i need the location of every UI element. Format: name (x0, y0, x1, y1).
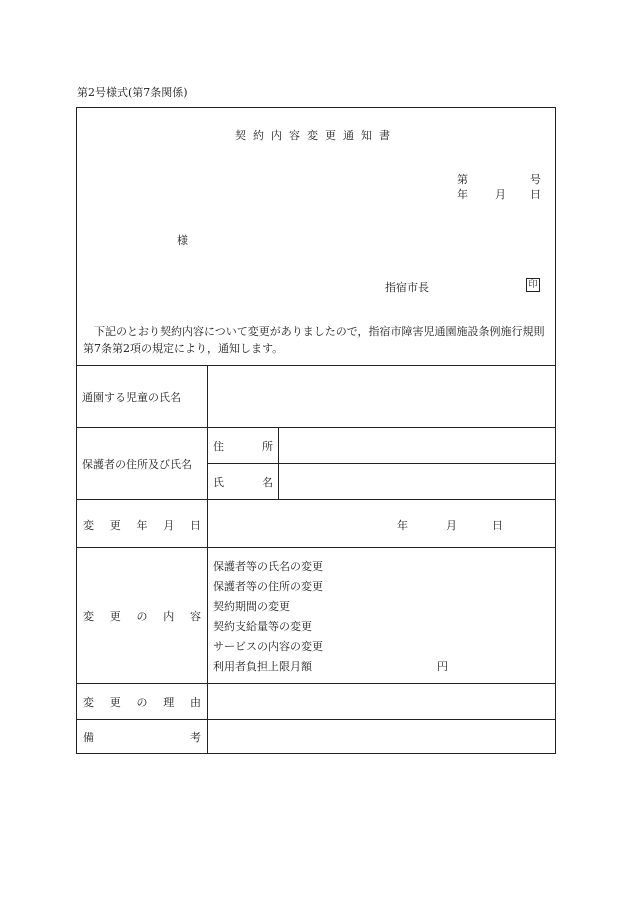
remarks-field[interactable] (208, 720, 555, 753)
form-number-label: 第2号様式(第7条関係) (77, 86, 188, 99)
change-item-service-content[interactable]: サービスの内容の変更 (213, 640, 323, 653)
change-date-year: 年 (397, 519, 408, 532)
change-date-month: 月 (446, 519, 457, 532)
seal-stamp: 印 (526, 278, 540, 292)
date-year-label: 年 (457, 188, 468, 201)
yen-unit: 円 (437, 660, 448, 673)
row-divider (77, 547, 555, 548)
document-number-prefix: 第 (457, 173, 468, 186)
change-reason-field[interactable] (208, 684, 555, 719)
date-day-label: 日 (530, 188, 541, 201)
guardian-label: 保護者の住所及び氏名 (82, 458, 192, 471)
change-reason-label: 変 更 の 理 由 (83, 696, 201, 709)
change-item-monthly-cap[interactable]: 利用者負担上限月額 (213, 660, 312, 673)
intro-paragraph: 下記のとおり契約内容について変更がありましたので，指宿市障害児通園施設条例施行規則第7条第2項の規定により，通知します。 (83, 325, 545, 355)
addressee-suffix: 様 (177, 234, 188, 247)
child-name-label: 通園する児童の氏名 (82, 391, 181, 404)
document-title: 契約内容変更通知書 (235, 129, 397, 142)
change-item-guardian-address[interactable]: 保護者等の住所の変更 (213, 580, 323, 593)
document-number-suffix: 号 (530, 173, 541, 186)
child-name-field[interactable] (208, 366, 555, 427)
change-date-field[interactable] (208, 500, 555, 547)
guardian-address-label: 住 所 (213, 440, 273, 453)
date-month-label: 月 (495, 188, 506, 201)
change-content-label: 変 更 の 内 容 (83, 610, 201, 623)
guardian-name-label: 氏 名 (213, 476, 273, 489)
change-item-supply-amount[interactable]: 契約支給量等の変更 (213, 620, 312, 633)
guardian-name-field[interactable] (279, 464, 555, 499)
remarks-label: 備 考 (83, 731, 201, 744)
issuer-name: 指宿市長 (385, 281, 429, 294)
change-item-guardian-name[interactable]: 保護者等の氏名の変更 (213, 560, 323, 573)
notice-form (76, 107, 556, 754)
change-date-day: 日 (492, 519, 503, 532)
change-item-contract-period[interactable]: 契約期間の変更 (213, 600, 290, 613)
guardian-address-field[interactable] (279, 428, 555, 463)
change-date-label: 変 更 年 月 日 (83, 519, 201, 532)
